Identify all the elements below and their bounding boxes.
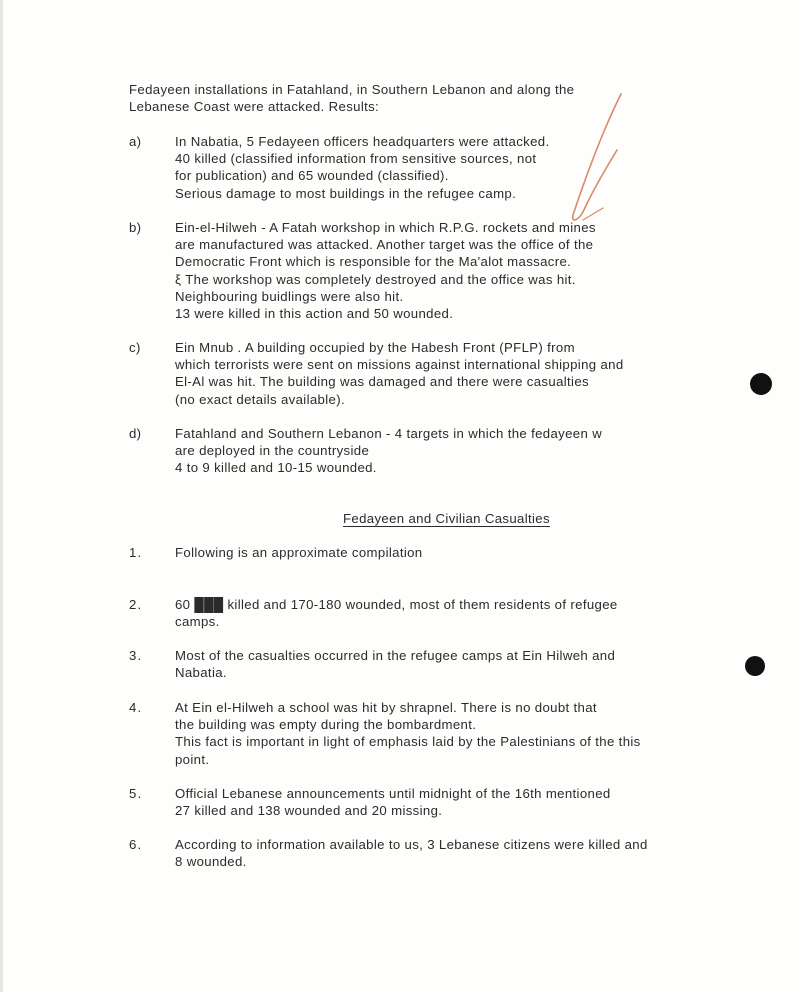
casualty-line: point.	[175, 751, 210, 767]
casualty-line: Most of the casualties occurred in the refugee camps at Ein Hilweh and	[175, 648, 616, 663]
result-line: Fatahland and Southern Lebanon - 4 targets in which the fedayeen w	[175, 426, 603, 441]
casualty-text	[175, 836, 648, 870]
casualty-line: This fact is important in light of emphasis laid by the Palestinians of the this	[175, 734, 641, 750]
result-line: for publication) and 65 wounded (classified).	[175, 168, 449, 184]
casualty-number: 5.	[129, 786, 143, 801]
result-line: In Nabatia, 5 Fedayeen officers headquarters were attacked.	[175, 134, 550, 149]
intro-paragraph	[129, 81, 574, 115]
casualty-text	[175, 647, 615, 681]
casualty-number: 4.	[129, 700, 143, 715]
result-line: (no exact details available).	[175, 391, 345, 407]
pencil-mark-icon	[543, 90, 633, 230]
casualty-line: 8 wounded.	[175, 854, 247, 870]
result-line: 40 killed (classified information from sensitive sources, not	[175, 151, 537, 167]
result-label-b: b)	[129, 220, 142, 235]
casualty-line: Official Lebanese announcements until midnight of the 16th mentioned	[175, 786, 611, 801]
casualty-line: 60 ███ killed and 170-180 wounded, most of them residents of refugee	[175, 597, 618, 612]
intro-line: Lebanese Coast were attacked. Results:	[129, 99, 380, 115]
result-label-d: d)	[129, 426, 142, 441]
result-label-c: c)	[129, 340, 141, 355]
result-line: Serious damage to most buildings in the refugee camp.	[175, 185, 517, 201]
result-text-a	[175, 133, 549, 202]
result-text-c	[175, 339, 624, 408]
casualty-text	[175, 596, 618, 630]
casualty-number: 2.	[129, 597, 143, 612]
result-line: Neighbouring buidlings were also hit.	[175, 288, 404, 304]
result-line: El-Al was hit. The building was damaged and there were casualties	[175, 374, 589, 390]
casualty-line: According to information available to us, 3 Lebanese citizens were killed and	[175, 837, 648, 852]
casualty-text	[175, 699, 641, 768]
result-line: are manufactured was attacked. Another target was the office of the	[175, 237, 594, 253]
section-heading: Fedayeen and Civilian Casualties	[343, 511, 550, 526]
result-line: are deployed in the countryside	[175, 443, 370, 459]
casualty-line: Nabatia.	[175, 665, 227, 681]
punch-hole-icon	[745, 656, 765, 676]
casualty-line: At Ein el-Hilweh a school was hit by shrapnel. There is no doubt that	[175, 700, 597, 715]
result-line: Ein-el-Hilweh - A Fatah workshop in which R.P.G. rockets and mines	[175, 220, 596, 235]
result-line: which terrorists were sent on missions against international shipping and	[175, 357, 624, 373]
result-line: Ein Mnub . A building occupied by the Habesh Front (PFLP) from	[175, 340, 575, 355]
result-line: 13 were killed in this action and 50 wounded.	[175, 305, 454, 321]
result-label-a: a)	[129, 134, 142, 149]
intro-line: Fedayeen installations in Fatahland, in Southern Lebanon and along the	[129, 82, 575, 97]
casualty-text	[175, 544, 422, 561]
casualty-line: 27 killed and 138 wounded and 20 missing.	[175, 803, 443, 819]
casualty-line: Following is an approximate compilation	[175, 545, 423, 560]
casualty-text	[175, 785, 611, 819]
punch-hole-icon	[750, 373, 772, 395]
casualty-number: 6.	[129, 837, 143, 852]
casualty-line: camps.	[175, 614, 220, 630]
result-line: Democratic Front which is responsible for the Ma'alot massacre.	[175, 254, 572, 270]
result-text-b	[175, 219, 596, 322]
casualty-number: 1.	[129, 545, 143, 560]
result-line: ξ The workshop was completely destroyed and the office was hit.	[175, 271, 576, 287]
casualty-line: the building was empty during the bombardment.	[175, 717, 477, 733]
casualty-number: 3.	[129, 648, 143, 663]
result-text-d	[175, 425, 602, 477]
result-line: 4 to 9 killed and 10-15 wounded.	[175, 460, 377, 476]
